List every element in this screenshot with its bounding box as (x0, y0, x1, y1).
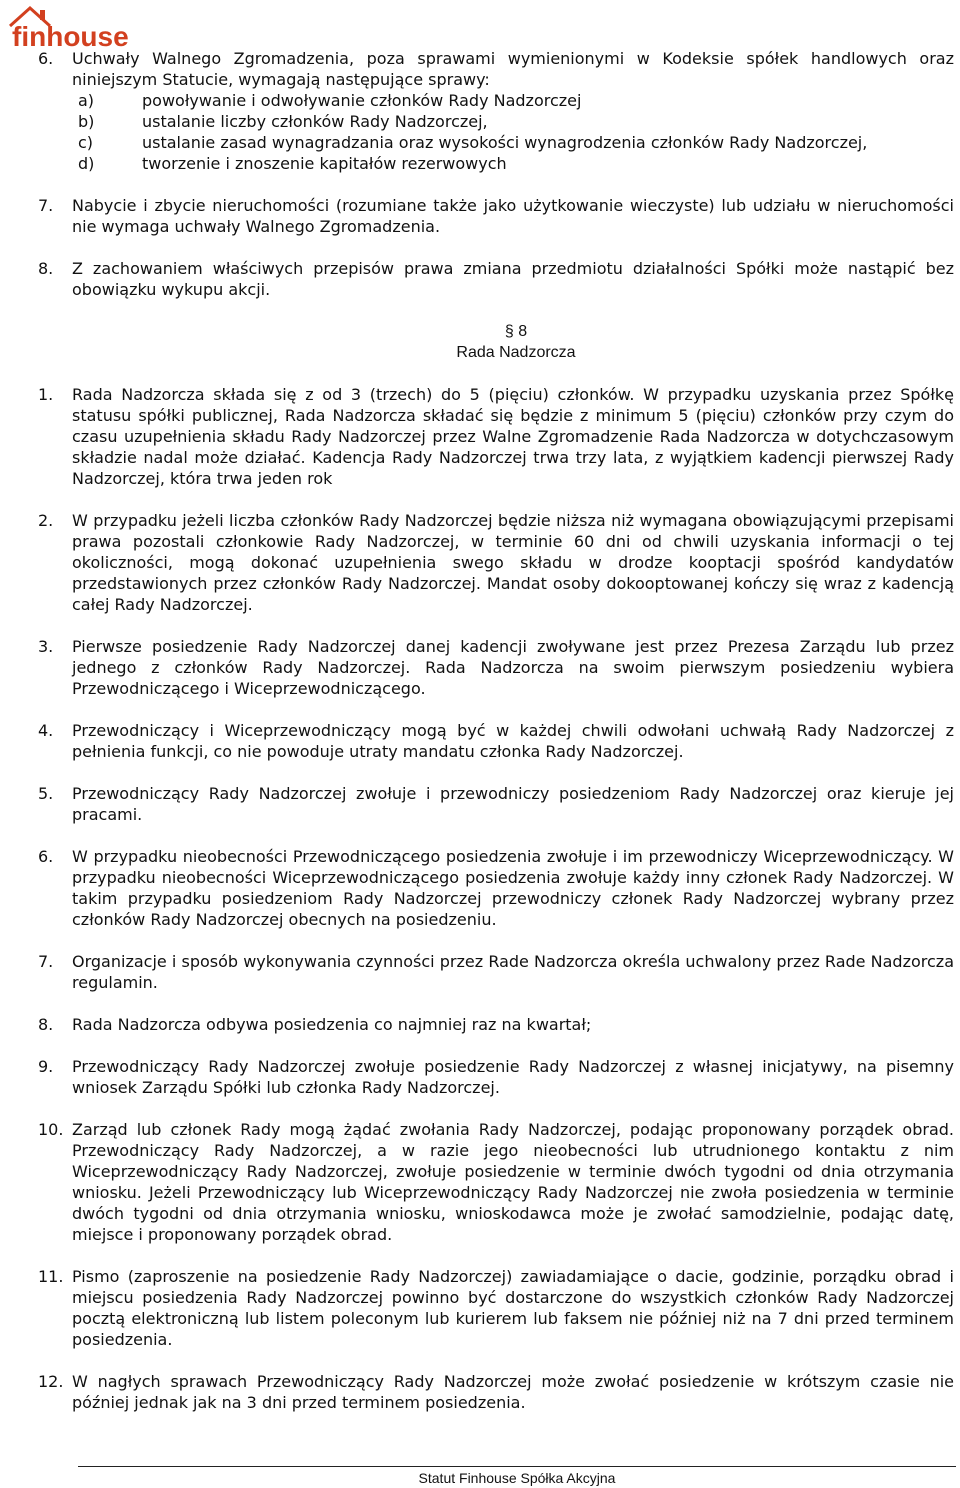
item-text: Organizacje i sposób wykonywania czynności przez Rade Nadzorcza określa uchwalony przez Rade Nadzorcza regulamin. (72, 952, 954, 992)
list-item (38, 1119, 954, 1245)
item-number: 10. (38, 1120, 64, 1139)
item-body (72, 48, 954, 174)
section-heading (38, 321, 954, 363)
list-item (38, 258, 954, 300)
item-text: Uchwały Walnego Zgromadzenia, poza sprawami wymienionymi w Kodeksie spółek handlowych oraz niniejszym Statucie, wymagają następujące sprawy: (72, 49, 954, 89)
sub-item-letter: a) (78, 91, 95, 110)
item-number: 7. (38, 196, 54, 215)
item-number: 6. (38, 847, 54, 866)
item-number: 2. (38, 511, 54, 530)
sub-item-letter: c) (78, 133, 94, 152)
item-number: 5. (38, 784, 54, 803)
item-text: Rada Nadzorcza składa się z od 3 (trzech) do 5 (pięciu) członków. W przypadku uzyskania przez Spółkę statusu spółki publicznej, Rada Nadzorcza składać się będzie z minimum 5 (pięciu) członków przy czym do czasu uzupełnienia składu Rady Nadzorczej przez Walne Zgromadzenie Rada Nadzorcza w dotychczasowym składzie nadal może działać. Kadencja Rady Nadzorczej trwa trzy lata, z wyjątkiem kadencji pierwszej Rady Nadzorczej, która trwa jeden rok (72, 385, 954, 488)
item-text: Z zachowaniem właściwych przepisów prawa zmiana przedmiotu działalności Spółki może nastąpić bez obowiązku wykupu akcji. (72, 259, 954, 299)
list-item (38, 951, 954, 993)
sub-item-text: tworzenie i znoszenie kapitałów rezerwowych (142, 154, 507, 173)
sub-list-item (72, 132, 954, 153)
footer-text: Statut Finhouse Spółka Akcyjna (418, 1470, 616, 1486)
finhouse-logo (6, 4, 151, 48)
item-number: 8. (38, 1015, 54, 1034)
list-item (38, 720, 954, 762)
logo-text-house: house (46, 21, 129, 48)
item-number: 3. (38, 637, 54, 656)
sub-list-item (72, 111, 954, 132)
item-text: Przewodniczący i Wiceprzewodniczący mogą być w każdej chwili odwołani uchwałą Rady Nadzorczej z pełnienia funkcji, co nie powoduje utraty mandatu członka Rady Nadzorczej. (72, 721, 954, 761)
item-text: Przewodniczący Rady Nadzorczej zwołuje i przewodniczy posiedzeniom Rady Nadzorczej oraz kieruje jej pracami. (72, 784, 954, 824)
item-number: 1. (38, 385, 54, 404)
logo-text-fin: fin (12, 21, 47, 48)
item-number: 4. (38, 721, 54, 740)
list-item (38, 195, 954, 237)
sub-item-text: ustalanie liczby członków Rady Nadzorczej, (142, 112, 488, 131)
section-title: Rada Nadzorcza (456, 344, 576, 361)
list-item (38, 48, 954, 174)
list-item (38, 384, 954, 489)
item-number: 6. (38, 49, 54, 68)
item-text: Pierwsze posiedzenie Rady Nadzorczej danej kadencji zwoływane jest przez Prezesa Zarządu lub przez jednego z członków Rady Nadzorczej. Rada Nadzorcza na swoim pierwszym posiedzeniu wybiera Przewodniczącego i Wiceprzewodniczącego. (72, 637, 954, 698)
sub-list-item (72, 90, 954, 111)
sub-list (72, 90, 954, 174)
item-text: W nagłych sprawach Przewodniczący Rady Nadzorczej może zwołać posiedzenie w krótszym czasie nie później jednak jak na 3 dni przed terminem posiedzenia. (72, 1372, 954, 1412)
list-item (38, 510, 954, 615)
document-body (38, 48, 954, 1434)
sub-item-text: powoływanie i odwoływanie członków Rady Nadzorczej (142, 91, 582, 110)
item-text: W przypadku jeżeli liczba członków Rady Nadzorczej będzie niższa niż wymagana obowiązującymi przepisami prawa pozostali członkowie Rady Nadzorczej, w terminie 60 dni od chwili uzyskania informacji o tej okoliczności, mogą dokonać uzupełnienia swego składu w drodze kooptacji spośród kandydatów przedstawionych przez członków Rady Nadzorczej. Mandat osoby dokooptowanej kończy się wraz z kadencją całej Rady Nadzorczej. (72, 511, 954, 614)
list-item (38, 1014, 954, 1035)
item-text: Zarząd lub członek Rady mogą żądać zwołania Rady Nadzorczej, podając proponowany porządek obrad. Przewodniczący Rady Nadzorczej, a w razie jego nieobecności lub utrudnionego kontaktu z nim Wiceprzewodniczący Rady Nadzorczej, zwołuje posiedzenie w terminie dwóch tygodni od dnia otrzymania wniosku. Jeżeli Przewodniczący lub Wiceprzewodniczący Rady Nadzorczej nie zwoła posiedzenia w terminie dwóch tygodni od dnia otrzymania wniosku, wnioskodawca może je zwołać samodzielnie, podając datę, miejsce i proponowany porządek obrad. (72, 1120, 954, 1244)
list-item (38, 1266, 954, 1350)
list-item (38, 783, 954, 825)
item-text: Przewodniczący Rady Nadzorczej zwołuje posiedzenie Rady Nadzorczej z własnej inicjatywy, na pisemny wniosek Zarządu Spółki lub członka Rady Nadzorczej. (72, 1057, 954, 1097)
sub-item-letter: b) (78, 112, 95, 131)
item-number: 7. (38, 952, 54, 971)
page-footer (78, 1466, 956, 1486)
item-text: Pismo (zaproszenie na posiedzenie Rady Nadzorczej) zawiadamiające o dacie, godzinie, porządku obrad i miejscu posiedzenia Rady Nadzorczej powinno być dostarczone do wszystkich członków Rady Nadzorczej pocztą elektroniczną lub listem poleconym lub kurierem lub faksem nie później niż na 7 dni przed terminem posiedzenia. (72, 1267, 954, 1349)
sub-item-letter: d) (78, 154, 95, 173)
list-item (38, 1056, 954, 1098)
item-number: 9. (38, 1057, 54, 1076)
svg-text:finhouse (12, 21, 129, 48)
item-number: 8. (38, 259, 54, 278)
item-text: W przypadku nieobecności Przewodniczącego posiedzenia zwołuje i im przewodniczy Wiceprzewodniczący. W przypadku nieobecności Wiceprzewodniczącego posiedzenia zwołuje każdy inny członek Rady Nadzorczej. W takim przypadku posiedzeniom Rady Nadzorczej przewodniczy członek Rady Nadzorczej wybrany przez członków Rady Nadzorczej obecnych na posiedzeniu. (72, 847, 954, 929)
sub-item-text: ustalanie zasad wynagradzania oraz wysokości wynagrodzenia członków Rady Nadzorczej, (142, 133, 868, 152)
item-text: Nabycie i zbycie nieruchomości (rozumiane także jako użytkowanie wieczyste) lub udziału w nieruchomości nie wymaga uchwały Walnego Zgromadzenia. (72, 196, 954, 236)
list-item (38, 846, 954, 930)
item-number: 12. (38, 1372, 64, 1391)
item-number: 11. (38, 1267, 64, 1286)
sub-list-item (72, 153, 954, 174)
list-item (38, 1371, 954, 1413)
section-symbol: § 8 (504, 323, 528, 340)
list-item (38, 636, 954, 699)
item-text: Rada Nadzorcza odbywa posiedzenia co najmniej raz na kwartał; (72, 1015, 592, 1034)
